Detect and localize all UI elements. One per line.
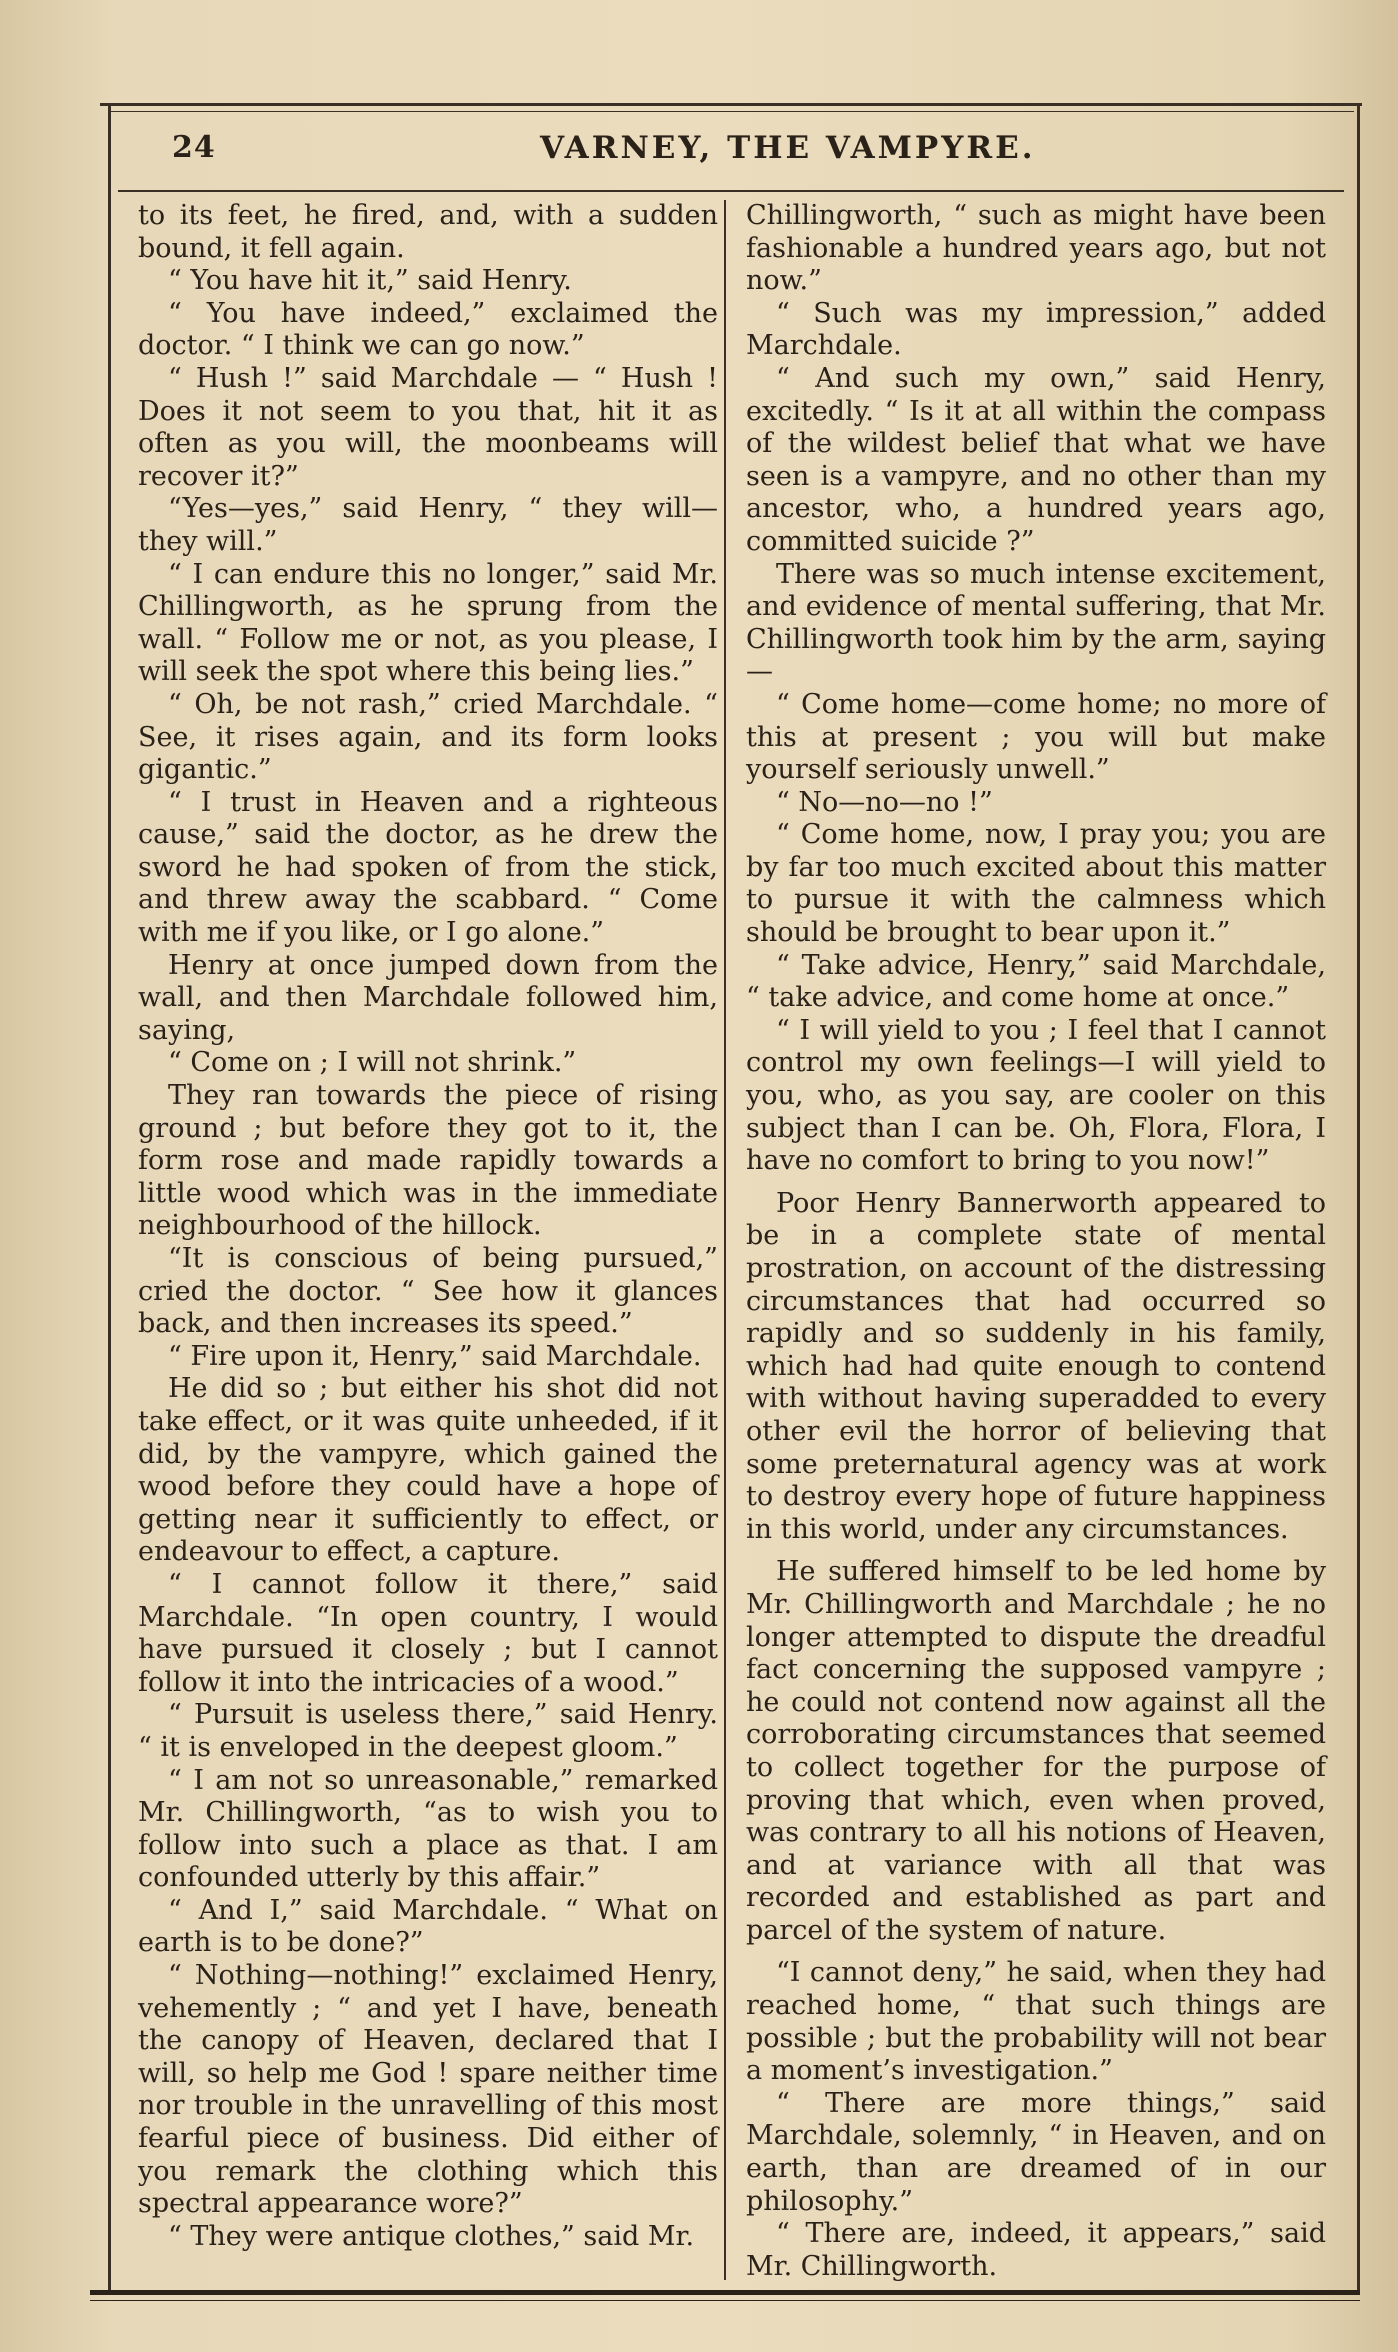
column-divider <box>724 200 726 2280</box>
paragraph: “ Come home—come home; no more of this at present ; you will but make yourself seriously unwell.” <box>746 688 1326 786</box>
paragraph: “I cannot deny,” he said, when they had reached home, “ that such things are possible ; but the probability will not bear a moment’s investigation.” <box>746 1957 1326 2087</box>
paragraph: “ I am not so unreasonable,” remarked Mr. Chillingworth, “as to wish you to follow into such a place as that. I am confounded utterly by this affair.” <box>138 1764 718 1894</box>
paragraph: Chillingworth, “ such as might have been fashionable a hundred years ago, but not now.” <box>746 200 1326 297</box>
paragraph: “ I cannot follow it there,” said Marchdale. “In open country, I would have pursued it closely ; but I cannot follow it into the intricacies of a wood.” <box>138 1568 718 1698</box>
paragraph: “ They were antique clothes,” said Mr. <box>168 2220 695 2252</box>
paragraph: “ Fire upon it, Henry,” said Marchdale. <box>168 1340 702 1372</box>
paragraph: “ Such was my impression,” added Marchdale. <box>746 297 1326 362</box>
paragraph: “ You have hit it,” said Henry. <box>168 265 572 297</box>
paragraph: “ I will yield to you ; I feel that I cannot control my own feelings—I will yield to you, who, as you say, are cooler on this subject than I can be. Oh, Flora, Flora, I have no comfort to bring to you now!” <box>746 1014 1326 1177</box>
left-column <box>138 200 718 2253</box>
paragraph: “ And I,” said Marchdale. “ What on earth is to be done?” <box>138 1894 718 1959</box>
paragraph: “ Nothing—nothing!” exclaimed Henry, vehemently ; “ and yet I have, beneath the canopy of Heaven, declared that I will, so help me God ! spare neither time nor trouble in the unravelling of this most fearful piece of business. Did either of you remark the clothing which this spectral appearance wore?” <box>138 1960 718 2220</box>
paragraph: Poor Henry Bannerworth appeared to be in a complete state of mental prostration, on account of the distressing circumstances that had occurred so rapidly and so suddenly in his family, which had had quite enough to contend with without having superadded to every other evil the horror of believing that some preternatural agency was at work to destroy every hope of future happiness in this world, under any circumstances. <box>746 1187 1326 1545</box>
running-title: VARNEY, THE VAMPYRE. <box>540 130 1036 166</box>
right-column <box>746 200 1326 2283</box>
paragraph: “ No—no—no !” <box>776 786 993 818</box>
paragraph: There was so much intense excitement, and evidence of mental suffering, that Mr. Chillingworth took him by the arm, saying— <box>746 558 1326 688</box>
paragraph: “ I trust in Heaven and a righteous cause,” said the doctor, as he drew the sword he had spoken of from the stick, and threw away the scabbard. “ Come with me if you like, or I go alone.” <box>138 786 718 949</box>
page-number: 24 <box>172 130 216 165</box>
paragraph: He suffered himself to be led home by Mr. Chillingworth and Marchdale ; he no longer attempted to dispute the dreadful fact concerning the supposed vampyre ; he could not contend now against all the corroborating circumstances that seemed to collect together for the purpose of proving that which, even when proved, was contrary to all his notions of Heaven, and at variance with all that was recorded and established as part and parcel of the system of nature. <box>746 1556 1326 1946</box>
paragraph: “ There are, indeed, it appears,” said Mr. Chillingworth. <box>746 2218 1326 2282</box>
paragraph: “ There are more things,” said Marchdale, solemnly, “ in Heaven, and on earth, than are dreamed of in our philosophy.” <box>746 2087 1326 2217</box>
paragraph: to its feet, he fired, and, with a sudden bound, it fell again. <box>138 200 718 264</box>
paragraph: “ Take advice, Henry,” said Marchdale, “ take advice, and come home at once.” <box>746 949 1326 1014</box>
paragraph: Henry at once jumped down from the wall, and then Marchdale followed him, saying, <box>138 949 718 1046</box>
bottom-rule-thin <box>90 2300 1360 2301</box>
paragraph: “ And such my own,” said Henry, excitedly. “ Is it at all within the compass of the wildest belief that what we have seen is a vampyre, and no other than my ancestor, who, a hundred years ago, committed suicide ?” <box>746 362 1326 557</box>
paragraph: “ Come on ; I will not shrink.” <box>168 1047 577 1079</box>
paragraph: “ You have indeed,” exclaimed the doctor. “ I think we can go now.” <box>138 297 718 362</box>
paragraph: “ Pursuit is useless there,” said Henry. “ it is enveloped in the deepest gloom.” <box>138 1699 718 1763</box>
paragraph: “Yes—yes,” said Henry, “ they will— they will.” <box>138 493 718 557</box>
paragraph: He did so ; but either his shot did not take effect, or it was quite unheeded, if it did, by the vampyre, which gained the wood before they could have a hope of getting near it sufficiently to effect, or endeavour to effect, a capture. <box>138 1373 718 1568</box>
paragraph: They ran towards the piece of rising ground ; but before they got to it, the form rose and made rapidly towards a little wood which was in the immediate neighbourhood of the hillock. <box>138 1080 718 1242</box>
paragraph: “ Hush !” said Marchdale — “ Hush ! Does it not seem to you that, hit it as often as you will, the moonbeams will recover it?” <box>138 362 718 492</box>
paragraph: “ Come home, now, I pray you; you are by far too much excited about this matter to pursue it with the calmness which should be brought to bear upon it.” <box>746 819 1326 949</box>
paragraph: “ Oh, be not rash,” cried Marchdale. “ See, it rises again, and its form looks gigantic.” <box>138 688 718 786</box>
header-rule <box>118 190 1344 192</box>
bottom-rule <box>90 2290 1360 2295</box>
paragraph: “It is conscious of being pursued,” cried the doctor. “ See how it glances back, and then increases its speed.” <box>138 1243 718 1340</box>
paragraph: “ I can endure this no longer,” said Mr. Chillingworth, as he sprung from the wall. “ Follow me or not, as you please, I will seek the spot where this being lies.” <box>138 558 718 688</box>
